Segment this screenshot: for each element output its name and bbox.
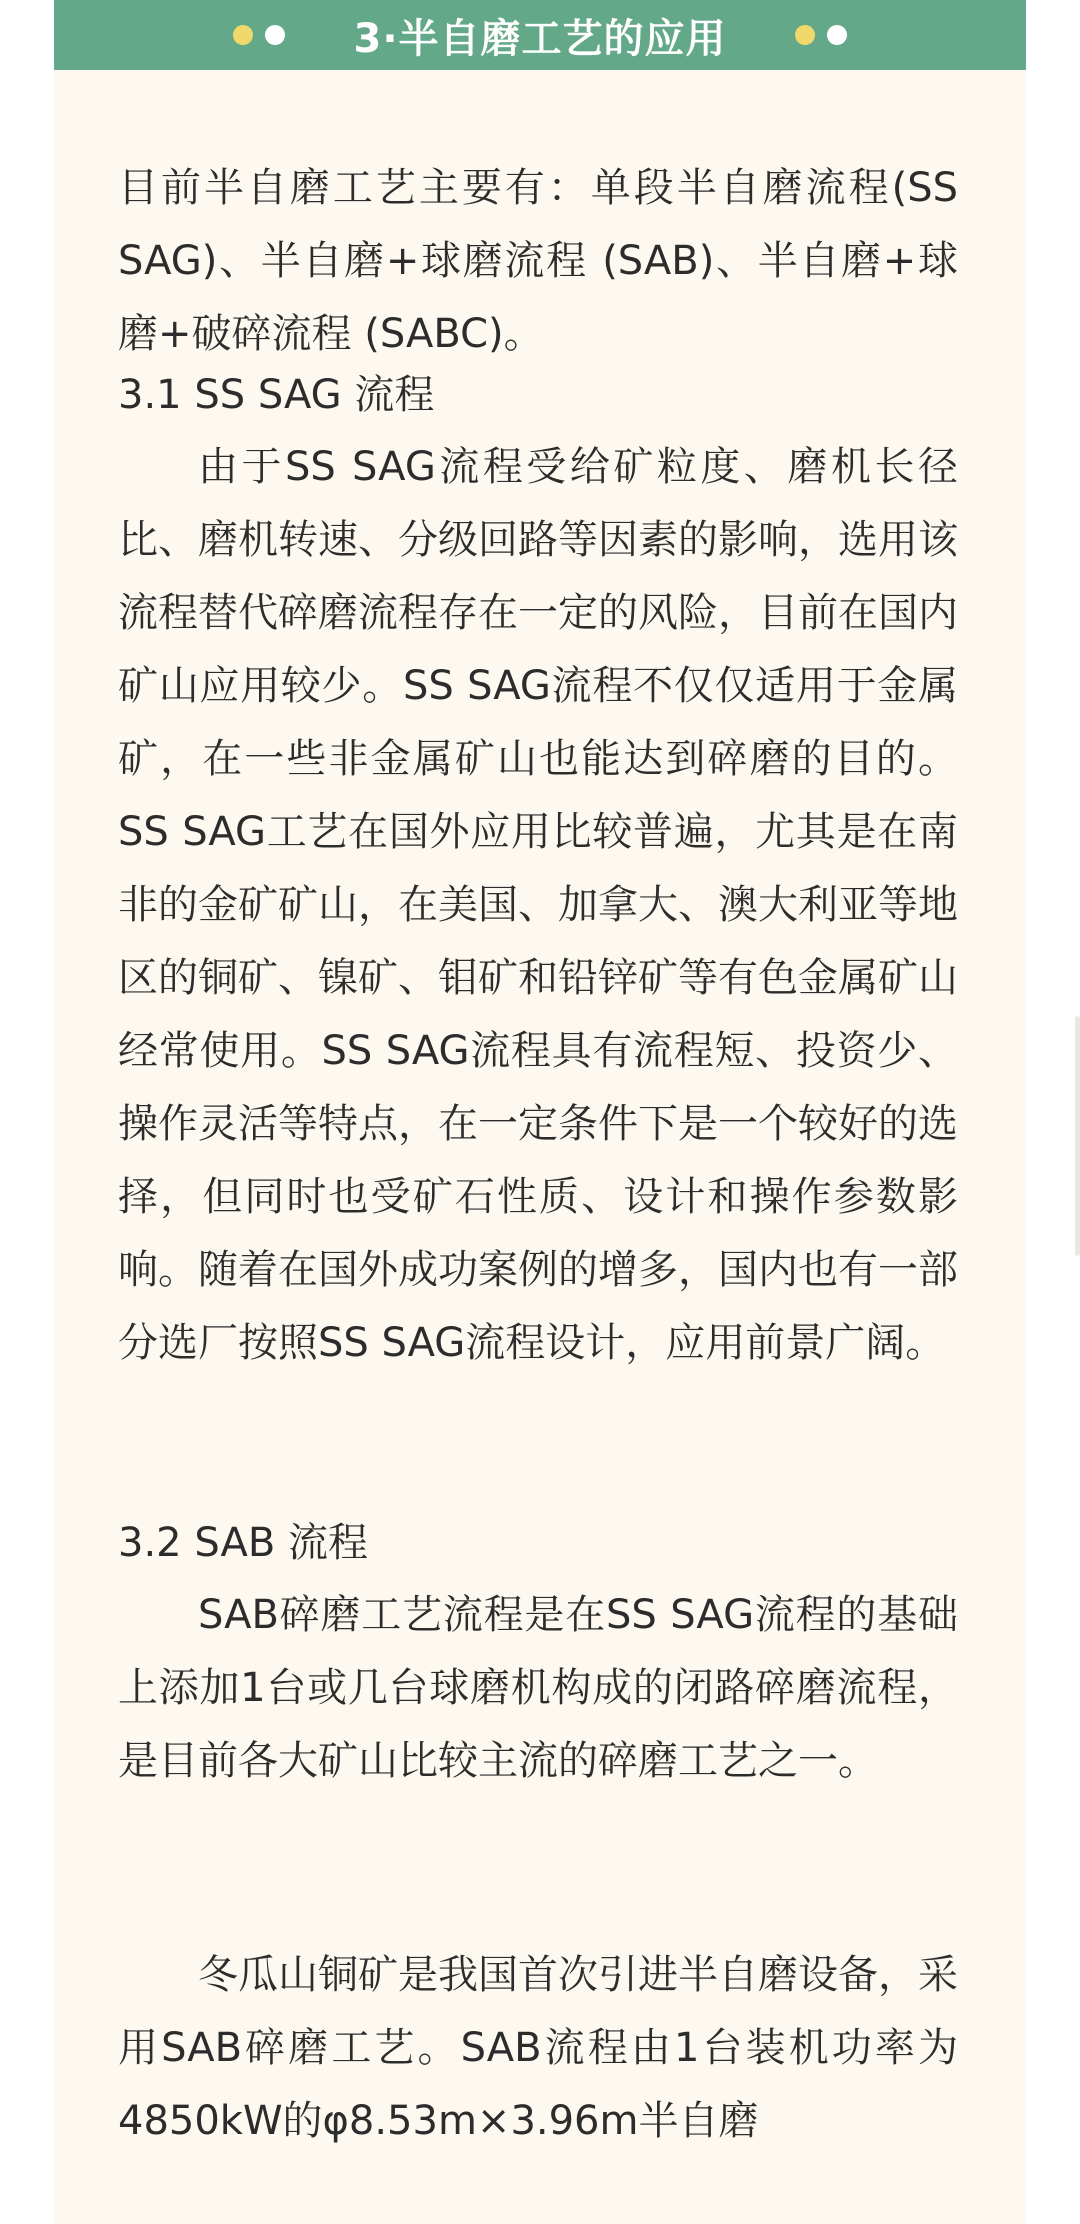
section-header-bar (54, 0, 1026, 70)
scrollbar-thumb[interactable] (1075, 1016, 1080, 1256)
section-title: 3·半自磨工艺的应用 (353, 15, 727, 62)
header-dots-left (233, 25, 285, 45)
header-dots-right (795, 25, 847, 45)
subheading-sab: 3.2 SAB 流程 (118, 1520, 368, 1566)
paragraph-sab-intro: SAB碎磨工艺流程是在SS SAG流程的基础上添加1台或几台球磨机构成的闭路碎磨流程，是目前各大矿山比较主流的碎磨工艺之一。 (118, 1592, 958, 1784)
paragraph-ss-sag: 由于SS SAG流程受给矿粒度、磨机长径比、磨机转速、分级回路等因素的影响，选用该流程替代碎磨流程存在一定的风险，目前在国内矿山应用较少。SS SAG流程不仅仅适用于金属矿，在一些非金属矿山也能达到碎磨的目的。SS SAG工艺在国外应用比较普遍，尤其是在南非的金矿矿山，在美国、加拿大、澳大利亚等地区的铜矿、镍矿、钼矿和铅锌矿等有色金属矿山经常使用。SS SAG流程具有流程短、投资少、操作灵活等特点，在一定条件下是一个较好的选择，但同时也受矿石性质、设计和操作参数影响。随着在国外成功案例的增多，国内也有一部分选厂按照SS SAG流程设计，应用前景广阔。 (118, 444, 958, 1366)
paragraph-sab-dongguashan: 冬瓜山铜矿是我国首次引进半自磨设备，采用SAB碎磨工艺。SAB流程由1台装机功率为4850kW的φ8.53m×3.96m半自磨 (118, 1952, 958, 2144)
white-dot-icon (265, 25, 285, 45)
intro-paragraph: 目前半自磨工艺主要有：单段半自磨流程(SS SAG)、半自磨+球磨流程 (SAB)、半自磨+球磨+破碎流程 (SABC)。 (118, 165, 958, 357)
white-dot-icon (827, 25, 847, 45)
article-body (54, 70, 1026, 2224)
yellow-dot-icon (795, 25, 815, 45)
subheading-ss-sag: 3.1 SS SAG 流程 (118, 372, 435, 418)
yellow-dot-icon (233, 25, 253, 45)
